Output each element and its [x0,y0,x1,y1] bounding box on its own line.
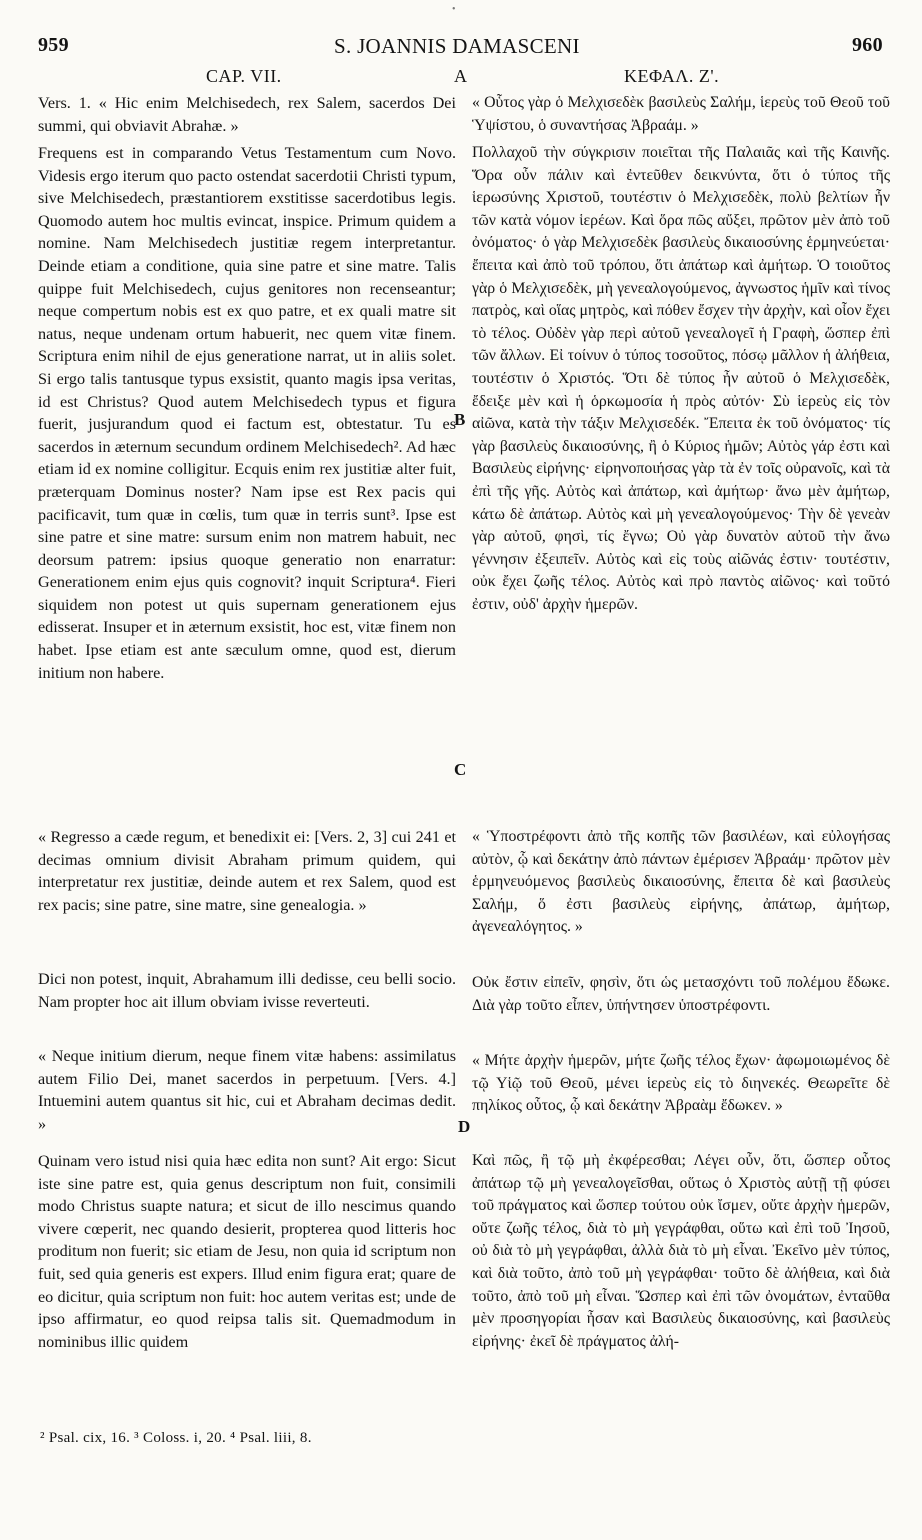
greek-commentary-1: Πολλαχοῦ τὴν σύγκρισιν ποιεῖται τῆς Παλαιᾶς καὶ τῆς Καινῆς. Ὅρα οὖν πάλιν καὶ ἐντεῦθεν δεικνύντα, ὅτι ὁ τύπος τῆς ἱερωσύνης Χριστοῦ, τουτέστιν ὁ Μελχισεδὲκ, πολὺ βελτίων ἦν τῶν κατὰ νόμον ἱερέων. Καὶ ὅρα πῶς αὔξει, πρῶτον μὲν ἀπὸ τοῦ ὀνόματος· ὁ γὰρ Μελχισεδὲκ βασιλεὺς δικαιοσύνης ἑρμηνεύεται· ἔπειτα καὶ ἀπὸ τοῦ τρόπου, ὅτι ἀπάτωρ καὶ ἀμήτωρ. Ὁ τοιοῦτος γὰρ ὁ Μελχισεδὲκ, μὴ γενεαλογούμενος, ἀγνωστος ἡμῖν καὶ τίνος πατρὸς, καὶ οἵας μητρὸς, καὶ πόθεν ἔσχεν τὴν ἀρχὴν, καὶ οἷον ἔχει τὸ τέλος. Οὐδὲν γὰρ περὶ αὐτοῦ γενεαλογεῖ ἡ Γραφὴ, ὥσπερ ἐπὶ τῶν ἄλλων. Εἰ τοίνυν ὁ τύπος τοσοῦτος, πόσῳ μᾶλλον ἡ ἀλήθεια, τουτέστιν ὁ Χριστός. Ὅτι δὲ τύπος ἦν αὐτοῦ ὁ Μελχισεδὲκ, ἔδειξε μὲν καὶ ἡ ὁρκωμοσία ἡ πρὸς αὐτόν· Σὺ ἱερεὺς εἰς τὸν αἰῶνα, κατὰ τὴν τάξιν Μελχισεδέκ. Ἔπειτα ἐκ τοῦ ὀνόματος· τίς γὰρ βασιλεὺς δικαιοσύνης, ἢ ὁ Κύριος ἡμῶν; Αὐτὸς γάρ ἐστι καὶ Βασιλεὺς εἰρήνης· εἰρηνοποιήσας γὰρ τὰ ἐν τοῖς οὐρανοῖς, καὶ τὰ ἐπὶ τῆς γῆς. Αὐτὸς καὶ ἀπάτωρ, καὶ ἀμήτωρ· ἄνω μὲν ἀμήτωρ, κάτω δὲ ἀπάτωρ. Αὐτὸς καὶ μὴ γενεαλογούμενος· Τὴν δὲ γενεὰν γὰρ αὐτοῦ, φησὶ, τίς ἔγνω; Οὐ γὰρ δυνατὸν αὐτοῦ τὴν ἄνω γέννησιν ἐξειπεῖν. Αὐτὸς καὶ εἰς τοὺς αἰῶνάς ἐστιν· τουτέστιν, οὐκ ἔχει ζωῆς τέλος. Αὐτὸς καὶ πρὸ παντὸς αἰῶνος· καὶ τοῦτό ἐστιν, οὐδ' ἀρχὴν ἡμερῶν. [472,144,890,613]
column-marker-d: D [458,1117,471,1136]
latin-commentary-2: Dici non potest, inquit, Abrahamum illi dedisse, ceu belli socio. Nam propter hoc ait illum obviam ivisse reverteuti. [38,970,456,1011]
greek-verse-1: « Οὗτος γὰρ ὁ Μελχισεδὲκ βασιλεὺς Σαλήμ, ἱερεὺς τοῦ Θεοῦ τοῦ Ὑψίστου, ὁ συναντήσας Ἀβραάμ. » [472,94,890,134]
page-speck: • [452,4,456,15]
greek-verse-2-3: « Ὑποστρέφοντι ἀπὸ τῆς κοπῆς τῶν βασιλέων, καὶ εὐλογήσας αὐτὸν, ᾧ καὶ δεκάτην ἀπὸ πάντων ἐμέρισεν Ἀβραάμ· πρῶτον μὲν ἑρμηνευόμενος βασιλεὺς δικαιοσύνης, ἔπειτα δὲ καὶ βασιλεὺς Σαλήμ, ὅ ἐστι βασιλεὺς εἰρήνης, ἀπάτωρ, ἀμήτωρ, ἀγενεαλόγητος. » [472,828,890,936]
page-number-right: 960 [852,34,883,56]
greek-commentary-2: Οὐκ ἔστιν εἰπεῖν, φησὶν, ὅτι ὡς μετασχόντι τοῦ πολέμου ἔδωκε. Διὰ γὰρ τοῦτο εἶπεν, ὑπήντησεν ὑποστρέφοντι. [472,974,890,1014]
latin-verse-2-3: « Regresso a cæde regum, et benedixit ei: [Vers. 2, 3] cui 241 et decimas omnium divisit Abraham primum quidem, qui interpretatur rex justitiæ, deinde autem et rex Salem, quod est rex pacis; sine patre, sine matre, sine genealogia. » [38,828,456,914]
latin-verse-4: « Neque initium dierum, neque finem vitæ habens: assimilatus autem Filio Dei, manet sacerdos in perpetuum. [Vers. 4.] Intuemini autem quantus sit hic, cui et Abraham decimas dedit. » [38,1047,456,1133]
column-marker-c: C [454,760,467,779]
footnotes: ² Psal. cix, 16. ³ Coloss. i, 20. ⁴ Psal. liii, 8. [40,1430,312,1446]
running-title: S. JOANNIS DAMASCENI [334,34,580,58]
chapter-heading-greek: ΚΕΦΑΛ. Ζ'. [624,66,720,86]
latin-verse-1: Vers. 1. « Hic enim Melchisedech, rex Salem, sacerdos Dei summi, qui obviavit Abrahæ. » [38,94,456,135]
latin-commentary-1: Frequens est in comparando Vetus Testamentum cum Novo. Videsis ergo iterum quo pacto ostendat sacerdotii Christi typum, sive Melchisedech, præstantiorem exstitisse sacerdotibus legis. Quomodo autem hoc multis evincat, inspice. Primum quidem a nomine. Nam Melchisedech justitiæ regem interpretantur. Deinde etiam a conditione, quia sine patre et sine matre. Talis quippe fuit Melchisedech, cujus genitores non recenseantur; neque compertum nobis est ex quo patre, et ex quali matre sit natus, neque undenam ortum habuerit, nec quem vitæ finem. Scriptura enim nihil de ejus generatione narrat, ut in aliis solet. Si ergo talis tantusque typus exsistit, quanto magis ipsa veritas, id est Christus? Quod autem Melchisedech typus et figura fuerit, jusjurandum quod ei factum est, obtestatur. Tu es sacerdos in æternum secundum ordinem Melchisedech². Ad hæc etiam id ex nomine colligitur. Ecquis enim rex justitiæ alter fuit, præterquam Dominus noster? Nam ipse est Rex pacis qui pacificavit, tum quæ in cœlis, tum quæ in terris sunt³. Ipse est sine patre et sine matre: sursum enim non matrem habuit, nec deorsum patrem: ipsius quoque generatio non enarratur: Generationem enim ejus quis cognovit? inquit Scriptura⁴. Fieri siquidem non potest ut quis supernam generationem ejus edisserat. Insuper et in æternum exsistit, hoc est, vitæ finem non habet. Ipse etiam est ante sæculum omne, quod est, dierum initium non habere. [38,144,456,682]
column-marker-b: B [454,410,466,429]
latin-commentary-3: Quinam vero istud nisi quia hæc edita non sunt? Ait ergo: Sicut iste sine patre est, quia genus descriptum non fuit, consimili modo Christus suapte natura; et sicut de illo nescimus quando vivere cœperit, nec quando desierit, propterea quod litteris hoc proditum non fuerit; sic etiam de Jesu, non quia id scriptum non fuit, sed quia generis est expers. Illud enim figura erat; quare de eo dicitur, quia scriptum non fuit: hoc autem veritas est; unde de ipso affirmatur, eo quod reipsa talis sit. Quemadmodum in nominibus illic quidem [38,1152,456,1351]
chapter-heading-latin: CAP. VII. [206,66,282,86]
column-marker-a: A [454,66,468,86]
page-number-left: 959 [38,34,69,56]
greek-commentary-3: Καὶ πῶς, ἢ τῷ μὴ ἐκφέρεσθαι; Λέγει οὖν, ὅτι, ὥσπερ οὗτος ἀπάτωρ τῷ μὴ γενεαλογεῖσθαι, οὕτως ὁ Χριστὸς αὐτῇ τῇ φύσει τοῦ πράγματος καὶ ὥσπερ τούτου οὐκ ἴσμεν, οὔτε ἀρχὴν ἡμερῶν, οὔτε ζωῆς τέλος, διὰ τὸ μὴ γεγράφθαι, οὕτω καὶ ἐπὶ τοῦ Ἰησοῦ, οὐ διὰ τὸ μὴ γεγράφθαι, ἀλλὰ διὰ τὸ μὴ εἶναι. Ἐκεῖνο μὲν τύπος, καὶ διὰ τοῦτο, ἀπὸ τοῦ μὴ γεγράφθαι· τοῦτο δὲ ἀλήθεια, καὶ διὰ τοῦτο, ἀπὸ τοῦ μὴ εἶναι. Ὥσπερ καὶ ἐπὶ τῶν ὀνομάτων, ἐνταῦθα μὲν προσηγορίαι ἦσαν καὶ Βασιλεὺς δικαιοσύνης, καὶ βασιλεὺς εἰρήνης· ἐκεῖ δὲ πράγματος ἀλή- [472,1152,890,1350]
greek-verse-4: « Μήτε ἀρχὴν ἡμερῶν, μήτε ζωῆς τέλος ἔχων· ἀφωμοιωμένος δὲ τῷ Υἱῷ τοῦ Θεοῦ, μένει ἱερεὺς εἰς τὸ διηνεκές. Θεωρεῖτε δὲ πηλίκος οὗτος, ᾧ καὶ δεκάτην Ἀβραὰμ ἔδωκεν. » [472,1052,890,1115]
